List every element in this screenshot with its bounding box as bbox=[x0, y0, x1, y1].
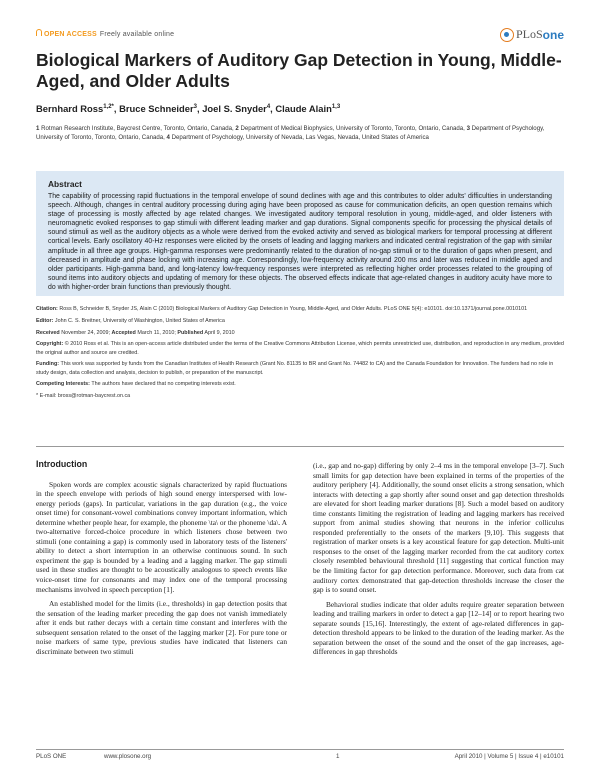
affiliation-number: 1 bbox=[36, 125, 40, 132]
body-paragraph: Behavioral studies indicate that older adults require greater separation between leading and trailing markers in order to detect a gap [12–14] or to report hearing two separate sounds [15,16]. Interestingly, the extent of age-related differences in gap-detection threshold appears to be linked to the duration of the leading marker. As the separation between the onset of the sound and the onset of the gap increases, age-differences in gap thresholds bbox=[313, 599, 564, 657]
footer-issue: April 2010 | Volume 5 | Issue 4 | e10101 bbox=[454, 753, 564, 760]
copyright-label: Copyright: bbox=[36, 341, 64, 348]
competing-interests-label: Competing Interests: bbox=[36, 381, 90, 388]
accepted-date: March 11, 2010; bbox=[137, 329, 176, 336]
logo-plos-text: PLoS bbox=[515, 27, 543, 42]
editor-label: Editor: bbox=[36, 317, 54, 324]
author-list: Bernhard Ross$^{1,2*}$, Bruce Schneider$^3$, Joel S. Snyder$^4$, Claude Alain$^{1,3}$ bbox=[36, 103, 341, 114]
footer-journal: PLoS ONE bbox=[36, 753, 67, 760]
email-link[interactable]: bross@rotman-baycrest.on.ca bbox=[57, 393, 131, 400]
author-name: Bruce Schneider bbox=[119, 103, 194, 114]
affiliation-text: Department of Psychology, University of Nevada, Las Vegas, Nevada, United States of America bbox=[171, 134, 429, 142]
affiliation-number: 3 bbox=[466, 125, 470, 132]
author-name: Joel S. Snyder bbox=[202, 103, 267, 114]
affiliation-text: Department of Medical Biophysics, University of Toronto, Toronto, Ontario, Canada, bbox=[240, 125, 465, 132]
editor-line bbox=[36, 317, 564, 325]
footer-url[interactable]: www.plosone.org bbox=[104, 753, 152, 760]
affiliation-text: Department of Psychology, University of Toronto, Toronto, Ontario, Canada, bbox=[36, 125, 545, 142]
body-paragraph: Spoken words are complex acoustic signals characterized by rapid fluctuations in the speech envelope with periods of high sound energy interspersed with low-energy periods (gaps). In particular, variations in the gap duration (e.g., the voice onset time) for consonant-vowel combinations convey important information, which determine whether people hear, for example, the phoneme \ta\ or the phoneme \da\. A two-alternative forced-choice procedure in which listeners chose between two stimuli (one containing a gap) is commonly used in laboratory tests of the listeners' ability to detect a short interruption in an otherwise continuous sound. In such experiment the gap is bounded by a leading and a lagging marker. The gap stimuli used in these studies are thought to be acoustically analogous to speech events like voice-onset time for consonants and may index one of the temporal processing mechanisms involved in speech perception [1]. bbox=[36, 479, 287, 594]
copyright-line bbox=[36, 340, 564, 356]
left-column bbox=[36, 460, 287, 656]
email-label: * E-mail: bbox=[36, 393, 57, 400]
abstract-text: The capability of processing rapid fluctuations in the temporal envelope of sound declines with age and this contributes to older adults' difficulties in understanding speech. Although, changes in central auditory processing during aging have been proposed as cause for communication deficits, an open question remains which stage of processing is mostly affected by age related changes. We investigated auditory temporal resolution in young, middle-aged, and older listeners with neuromagnetic evoked responses to gap stimuli with different leading marker and gap durations. Signal components specific for processing the physical details of sound stimuli as well as the auditory objects as a whole were derived from the evoked activity and served as biological markers for temporal processing at different cortical levels. Early oscillatory 40-Hz responses were elicited by the onsets of leading and lagging markers and indicated central registration of the gap with similar amplitude in all three age groups. High-gamma responses were predominantly related to the duration of no-gap stimuli or to the duration of gaps when present, and decreased in amplitude and phase locking with increasing age. Correspondingly, low-frequency activity around 200 ms and later was reduced in middle aged and older participants. High-gamma band, and long-latency low-frequency responses were interpreted as reflecting higher order processes related to the grouping of sound items into auditory objects and updating of memory for these objects. The observed effects indicate that age-related changes in auditory acuity have more to do with higher-order brain functions than previously thought. bbox=[48, 193, 552, 291]
funding-text: This work was supported by funds from the Canadian Institutes of Health Research (Grant No. 81135 to BR and Grant No. 74482 to CA) and the Canada Foundation for Innovation. The funders had no role in study design, data collection and analysis, decision to publish, or preparation of the manuscript. bbox=[36, 361, 554, 376]
right-column bbox=[313, 461, 564, 657]
open-access-badge bbox=[36, 29, 174, 38]
page-footer bbox=[36, 753, 564, 763]
funding-label: Funding: bbox=[36, 361, 60, 368]
footer-divider bbox=[36, 749, 564, 750]
body-paragraph: (i.e., gap and no-gap) differing by only 2–4 ms in the temporal envelope [3–7]. Such small limits for gap detection have been explained in terms of the properties of the auditory periphery [4]. Additionally, the sound onset elicits a strong sensation, which interacts with detecting a gap shortly after sound onset and gap detection thresholds are elevated for short leading marker durations [8]. Such a model based on auditory time constants limiting the registration of leading and lagging markers has received support from animal studies showing that neurons in the inferior colliculus responded preferentially to the onsets of the markers [9,10]. This suggests that registration of marker onsets is a key acoustical feature for gap detection. Multi-unit responses to the onset of the lagging marker recorded from the cat auditory cortex closely resembled behavioural threshold [11] suggesting that cortical function may be the limiting factor for gap detection performance. Moreover, such data from cat auditory cortex demonstrated that gap-detection thresholds increase the closer the gap is to sound onset. bbox=[313, 461, 564, 595]
author-name: Bernhard Ross bbox=[36, 103, 104, 114]
logo-one-text: one bbox=[542, 27, 564, 42]
citation-text: Ross B, Schneider B, Snyder JS, Alain C (2010) Biological Markers of Auditory Gap Detection in Young, Middle-Aged, and Older Adults. PLoS ONE 5(4): e10101. doi:10.1371/journal.pone.0010101 bbox=[59, 306, 528, 312]
accepted-label: Accepted bbox=[111, 329, 136, 336]
abstract-box bbox=[36, 171, 564, 296]
published-label: Published bbox=[177, 329, 204, 336]
plos-one-logo bbox=[500, 26, 564, 42]
journal-header bbox=[36, 26, 564, 42]
article-title: Biological Markers of Auditory Gap Detection in Young, Middle-Aged, and Older Adults bbox=[36, 50, 562, 91]
affiliation-number: 2 bbox=[235, 125, 239, 132]
affiliation-number: 4 bbox=[166, 134, 170, 142]
competing-interests-line bbox=[36, 380, 564, 388]
page-number: 1 bbox=[336, 753, 340, 760]
email-line bbox=[36, 392, 564, 400]
article-metadata bbox=[36, 305, 564, 404]
body-paragraph: An established model for the limits (i.e., thresholds) in gap detection posits that the sensation of the leading marker preceding the gap does not vanish immediately after it ends but rather decays with a certain time constant and interferes with the subsequent sensation related to the onset of the lagging marker [2]. For pure tone or noise markers of same type, previous studies have indicated that listeners can discriminate between two stimuli bbox=[36, 599, 287, 656]
affiliations bbox=[36, 124, 564, 143]
author-affiliation-sup: 3 bbox=[193, 103, 197, 110]
citation-line bbox=[36, 305, 564, 313]
author-affiliation-sup: 1,2* bbox=[103, 103, 114, 110]
open-lock-icon bbox=[36, 29, 42, 36]
plos-logo-icon bbox=[500, 28, 514, 42]
section-divider bbox=[36, 446, 564, 447]
abstract-heading: Abstract bbox=[48, 179, 82, 189]
citation-label: Citation: bbox=[36, 306, 58, 312]
funding-line bbox=[36, 360, 564, 376]
introduction-heading: Introduction bbox=[36, 459, 88, 469]
dates-line bbox=[36, 329, 564, 337]
open-access-label: OPEN ACCESS bbox=[44, 31, 97, 38]
author-affiliation-sup: 4 bbox=[266, 103, 271, 110]
received-label: Received bbox=[36, 329, 60, 336]
competing-interests-text: The authors have declared that no competing interests exist. bbox=[91, 381, 236, 388]
free-available-text: Freely available online bbox=[99, 31, 175, 38]
author-affiliation-sup: 1,3 bbox=[331, 103, 341, 110]
published-date: April 9, 2010 bbox=[204, 329, 235, 336]
author-name: Claude Alain bbox=[275, 103, 332, 114]
copyright-text: © 2010 Ross et al. This is an open-access article distributed under the terms of the Creative Commons Attribution License, which permits unrestricted use, distribution, and reproduction in any medium, provided the original author and source are credited. bbox=[36, 341, 564, 356]
received-date: November 24, 2009; bbox=[61, 329, 111, 336]
editor-text: John C. S. Breitner, University of Washington, United States of America bbox=[54, 317, 225, 324]
affiliation-text: Rotman Research Institute, Baycrest Centre, Toronto, Ontario, Canada, bbox=[41, 125, 234, 132]
